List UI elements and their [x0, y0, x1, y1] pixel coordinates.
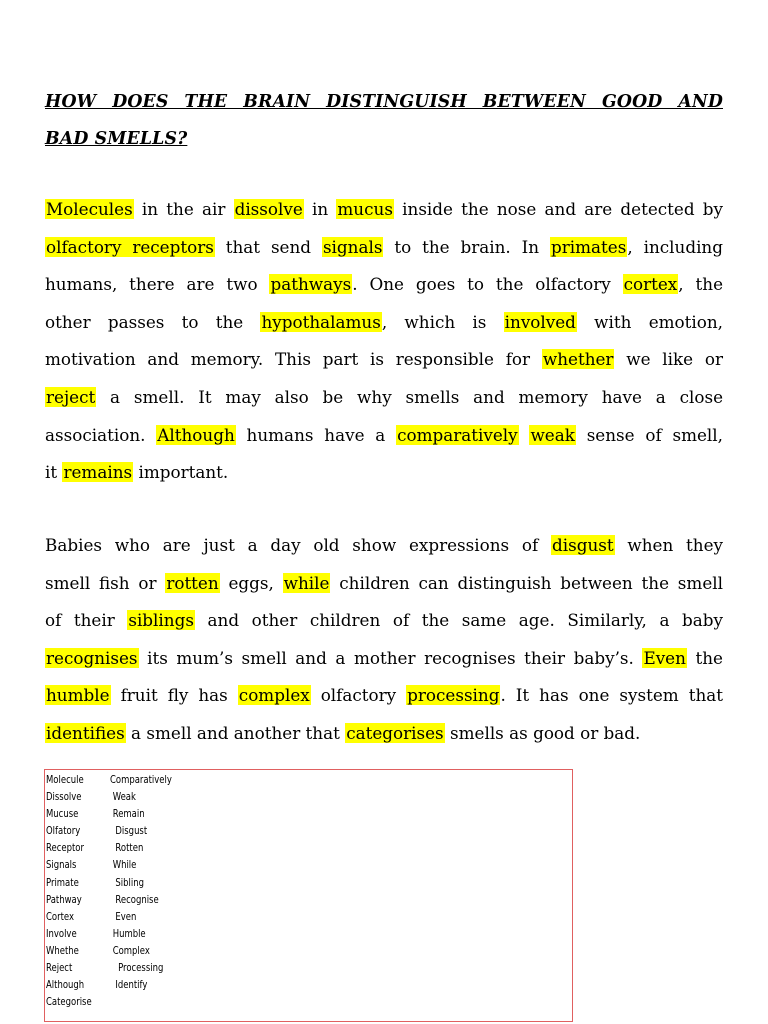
vocabulary-row	[46, 857, 172, 874]
text-run: fruit fly has	[110, 685, 238, 706]
paragraph-1	[45, 191, 723, 492]
vocabulary-row	[46, 806, 172, 823]
text-run	[519, 425, 530, 445]
vocabulary-word: Signals	[46, 859, 77, 872]
vocabulary-word: Complex	[110, 944, 150, 957]
highlighted-word: humble	[46, 685, 110, 706]
text-run: humans have a	[235, 424, 397, 445]
vocabulary-word: Comparatively	[110, 774, 172, 786]
vocabulary-word: Identify	[110, 979, 148, 992]
text-run: sense of smell,	[575, 424, 723, 445]
text-run: in the air	[133, 199, 234, 219]
highlighted-word: siblings	[128, 610, 194, 631]
highlighted-word: Even	[643, 647, 686, 668]
vocabulary-word: Although	[46, 979, 85, 992]
vocabulary-row	[46, 943, 172, 960]
vocabulary-word: Remain	[110, 808, 145, 821]
highlighted-word: Molecules	[46, 199, 133, 219]
highlighted-word: rotten	[166, 572, 219, 593]
text-line	[45, 191, 723, 229]
text-run: and other children of the same age. Similarly, a baby	[194, 610, 723, 631]
highlighted-word: recognises	[46, 647, 138, 668]
vocabulary-word: Olfatory	[46, 825, 81, 838]
vocabulary-word: Even	[110, 910, 137, 923]
highlighted-word: processing	[407, 685, 500, 706]
vocabulary-box	[44, 769, 573, 1022]
text-run: its mum’s smell and a mother recognises their baby’s.	[138, 647, 643, 668]
text-run: humans, there are two	[45, 274, 270, 295]
vocabulary-row	[46, 789, 172, 806]
text-line	[45, 341, 723, 379]
text-line	[45, 379, 723, 417]
text-run: a smell. It may also be why smells and memory have a close	[96, 386, 723, 407]
highlighted-word: signals	[322, 236, 383, 257]
vocabulary-word: While	[110, 859, 137, 872]
vocabulary-word: Dissolve	[46, 791, 82, 804]
text-run: inside the nose and are detected by	[393, 199, 724, 219]
text-run: of their	[45, 610, 128, 631]
text-run: that send	[214, 236, 322, 257]
vocabulary-word: Cortex	[46, 910, 74, 923]
document-title	[45, 84, 723, 158]
text-run: smell fish or	[45, 572, 166, 593]
vocabulary-row	[46, 875, 172, 892]
paragraph-2	[45, 527, 723, 753]
vocabulary-row	[46, 977, 172, 994]
vocabulary-word: Pathway	[46, 893, 82, 906]
text-run: we like or	[614, 349, 724, 370]
vocabulary-row	[46, 909, 172, 926]
highlighted-word: complex	[238, 685, 310, 706]
text-run: to the brain. In	[383, 236, 550, 257]
text-line	[45, 527, 723, 565]
text-line	[45, 715, 723, 753]
text-run: eggs,	[219, 572, 283, 593]
vocabulary-word: Receptor	[46, 842, 84, 855]
vocabulary-row	[46, 892, 172, 909]
text-run: children can distinguish between the smell	[330, 572, 723, 593]
vocabulary-row	[46, 823, 172, 840]
text-run: . It has one system that	[500, 685, 723, 706]
text-line	[45, 640, 723, 678]
text-line	[45, 677, 723, 715]
title-line: BAD SMELLS?	[45, 129, 188, 149]
highlighted-word: whether	[542, 349, 614, 370]
vocabulary-row	[46, 772, 172, 789]
title-line: HOW DOES THE BRAIN DISTINGUISH BETWEEN GOOD AND	[45, 92, 723, 112]
text-run: it	[45, 462, 63, 483]
highlighted-word: disgust	[551, 535, 614, 555]
text-run: important.	[133, 462, 229, 483]
text-run: smells as good or bad.	[444, 722, 641, 743]
text-run: olfactory	[310, 685, 407, 706]
vocabulary-word: Mucuse	[46, 808, 79, 821]
vocabulary-row	[46, 926, 172, 943]
text-run: association.	[45, 424, 157, 445]
text-run: other passes to the	[45, 311, 261, 332]
highlighted-word: Although	[157, 424, 235, 445]
vocabulary-word: Primate	[46, 876, 79, 889]
highlighted-word: comparatively	[397, 424, 518, 445]
text-run: when they	[614, 535, 724, 555]
vocabulary-word: Humble	[110, 927, 146, 940]
highlighted-word: remains	[63, 462, 133, 483]
text-run: motivation and memory. This part is responsible for	[45, 349, 542, 370]
vocabulary-word: Rotten	[110, 842, 144, 855]
vocabulary-word: Reject	[46, 962, 73, 975]
highlighted-word: categorises	[346, 722, 444, 743]
vocabulary-word: Whethe	[46, 944, 79, 957]
vocabulary-word: Weak	[110, 791, 136, 804]
vocabulary-word: Involve	[46, 927, 77, 940]
text-run: Babies who are just a day old show expressions of	[45, 535, 551, 555]
vocabulary-row	[46, 840, 172, 857]
text-run: , the	[678, 274, 723, 295]
text-run: . One goes to the olfactory	[352, 274, 623, 295]
text-line	[45, 454, 723, 492]
text-line	[45, 266, 723, 304]
vocabulary-word: Processing	[110, 962, 164, 975]
highlighted-word: reject	[46, 386, 96, 407]
text-run: the	[686, 647, 723, 668]
vocabulary-word: Categorise	[46, 996, 92, 1009]
highlighted-word: weak	[530, 424, 575, 445]
vocabulary-word: Sibling	[110, 876, 144, 889]
text-line	[45, 304, 723, 342]
text-run: , including	[627, 236, 723, 257]
highlighted-word: olfactory receptors	[46, 236, 214, 257]
text-line	[45, 565, 723, 603]
highlighted-word: involved	[504, 311, 576, 332]
vocabulary-word: Molecule	[46, 774, 84, 786]
vocabulary-word: Recognise	[110, 893, 159, 906]
highlighted-word: primates	[551, 236, 627, 257]
vocabulary-row	[46, 960, 172, 977]
highlighted-word: dissolve	[234, 199, 303, 219]
highlighted-word: pathways	[270, 274, 352, 295]
text-line	[45, 417, 723, 455]
vocabulary-row	[46, 994, 172, 1011]
text-run: , which is	[381, 311, 504, 332]
vocabulary-list	[46, 772, 172, 1011]
text-line	[45, 229, 723, 267]
text-run: with emotion,	[576, 311, 723, 332]
text-run: a smell and another that	[125, 722, 346, 743]
text-run: in	[303, 199, 337, 219]
highlighted-word: identifies	[46, 722, 125, 743]
highlighted-word: hypothalamus	[261, 311, 381, 332]
highlighted-word: cortex	[623, 274, 678, 295]
text-line	[45, 602, 723, 640]
highlighted-word: mucus	[337, 199, 393, 219]
vocabulary-word: Disgust	[110, 825, 148, 838]
highlighted-word: while	[283, 572, 330, 593]
